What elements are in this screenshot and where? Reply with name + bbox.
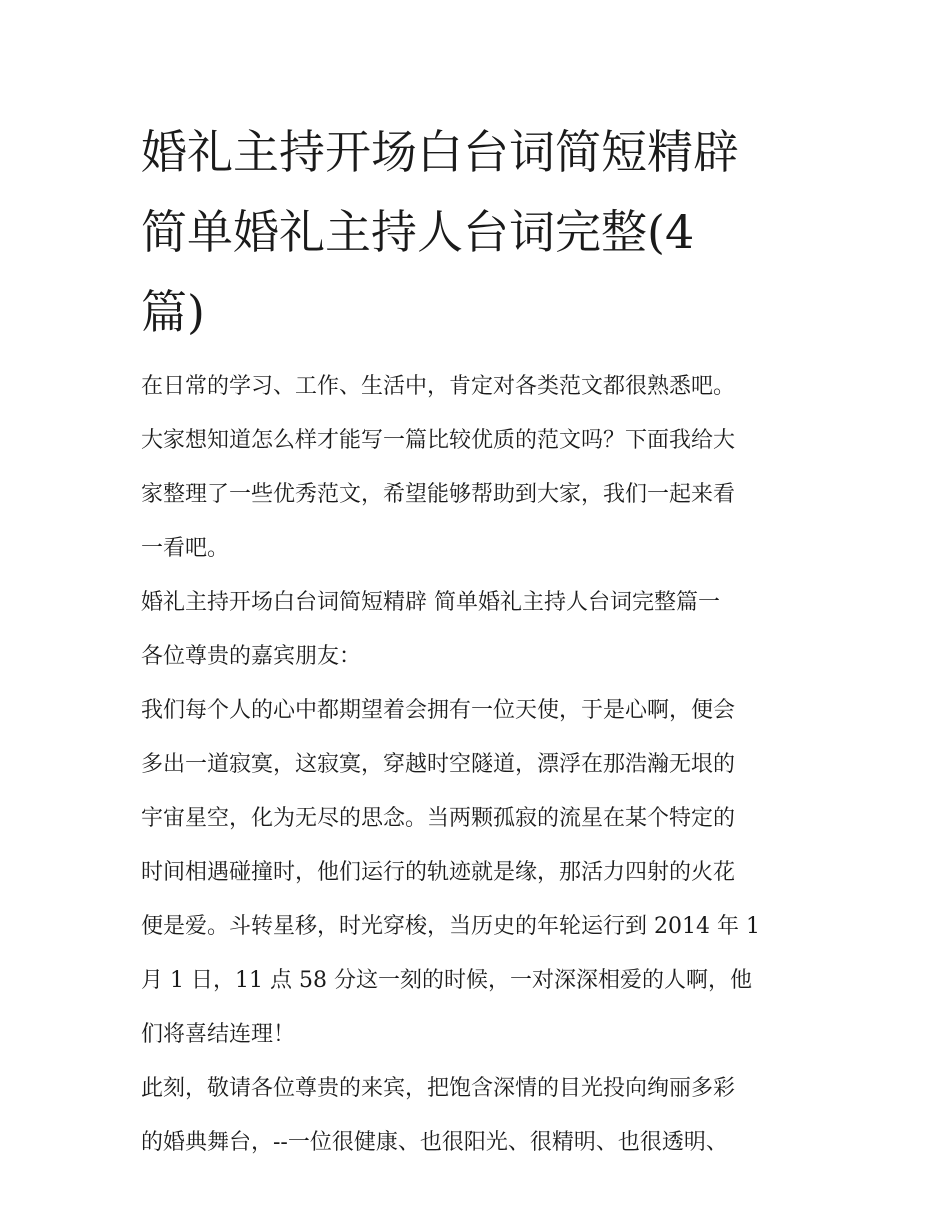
body-line: 一看吧。 <box>141 536 230 561</box>
body-line: 我们每个人的心中都期望着会拥有一位天使，于是心啊，便会 <box>141 698 736 723</box>
body-line: 家整理了一些优秀范文，希望能够帮助到大家，我们一起来看 <box>141 482 736 507</box>
body-line: 时间相遇碰撞时，他们运行的轨迹就是缘，那活力四射的火花 <box>141 860 736 885</box>
body-line: 的婚典舞台，--一位很健康、也很阳光、很精明、也很透明、 <box>141 1130 728 1155</box>
document-title <box>141 112 801 352</box>
body-line: 们将喜结连理！ <box>141 1022 296 1047</box>
body-line: 便是爱。斗转星移，时光穿梭，当历史的年轮运行到 2014 年 1 <box>141 914 760 939</box>
section-heading: 婚礼主持开场白台词简短精辟 简单婚礼主持人台词完整篇一 <box>141 590 720 615</box>
body-line: 多出一道寂寞，这寂寞，穿越时空隧道，漂浮在那浩瀚无垠的 <box>141 752 736 777</box>
title-line-3: 篇) <box>141 285 205 339</box>
title-line-1: 婚礼主持开场白台词简短精辟 <box>141 125 739 179</box>
document-body <box>141 360 821 1170</box>
body-line: 宇宙星空，化为无尽的思念。当两颗孤寂的流星在某个特定的 <box>141 806 736 831</box>
document-page <box>141 112 821 1170</box>
body-line: 大家想知道怎么样才能写一篇比较优质的范文吗？下面我给大 <box>141 428 736 453</box>
body-line: 在日常的学习、工作、生活中，肯定对各类范文都很熟悉吧。 <box>141 374 736 399</box>
title-line-2: 简单婚礼主持人台词完整(4 <box>141 205 695 259</box>
salutation-line: 各位尊贵的嘉宾朋友： <box>141 644 362 669</box>
body-line: 此刻，敬请各位尊贵的来宾，把饱含深情的目光投向绚丽多彩 <box>141 1076 736 1101</box>
body-line: 月 1 日，11 点 58 分这一刻的时候，一对深深相爱的人啊，他 <box>141 968 752 993</box>
